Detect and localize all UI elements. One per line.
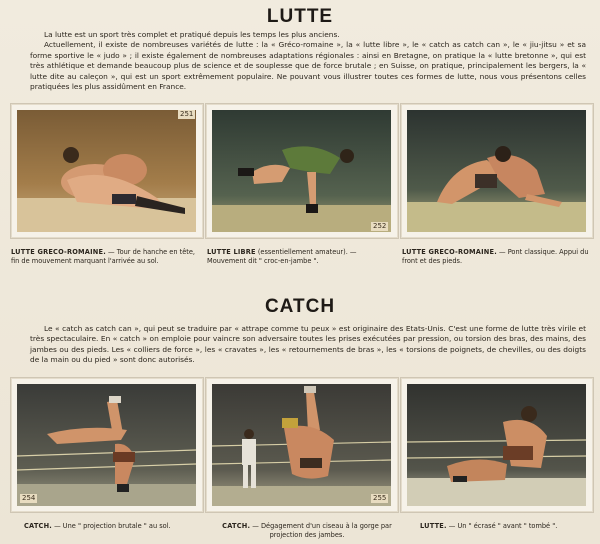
card-254-caption [24, 522, 204, 531]
card-253-caption [402, 248, 592, 266]
catch-intro-paragraph-1: Le « catch as catch can », qui peut se traduire par « attrape comme tu peux » est originaire des Etats-Unis. C'est une forme de lutte très virile et très spectaculaire. En « catch » on emploie pour vaincre son adversaire toutes les prises exécutées par pression, ou torsion des bras, des mains, des jambes ou des pieds. Les « colliers de force », les « cravates », les « retournements de bras », les « torsions de poignets, de chevilles, ou des doigts de la main ou du pied » sont donc autorisés. [30, 324, 586, 365]
lutte-title: LUTTE [266, 6, 334, 27]
card-251-caption-text: — Tour de hanche en tête, fin de mouvement marquant l'arrivée au sol. [11, 248, 196, 265]
card-254-photo [17, 384, 196, 506]
card-255-caption [218, 522, 396, 540]
card-254-caption-title: CATCH. [24, 522, 52, 530]
card-256-caption [420, 522, 590, 531]
card-252-caption-title: LUTTE LIBRE [207, 248, 256, 256]
catch-intro [30, 324, 586, 366]
card-255-photo [212, 384, 391, 506]
card-251-caption-title: LUTTE GRECO-ROMAINE. [11, 248, 106, 256]
lutte-intro-paragraph-2: Actuellement, il existe de nombreuses variétés de lutte : la « Gréco-romaine », la « lutte libre », le « catch as catch can », le « jiu-jitsu » et sa forme sportive le « judo » ; il existe également de nombreuses adaptations régionales : ainsi en Bretagne, on pratique la « lutte bretonne », qui est très athlétique et demande beaucoup plus de science et de souplesse que de force brutale ; en Suisse, on pratique, principalement les bergers, la « lutte dite au caleçon », qui est un sport extrêmement populaire. Ne pouvant vous illustrer toutes ces formes de lutte, nous vous présentons celles pratiquées les plus assidûment en France. [30, 40, 586, 92]
card-252-number: 252 [373, 222, 387, 230]
card-256-caption-title: LUTTE. [420, 522, 447, 530]
card-255-caption-title: CATCH. [222, 522, 251, 530]
card-253-caption-title: LUTTE GRECO-ROMAINE. [402, 248, 497, 256]
card-251-photo [17, 110, 196, 232]
card-251-number: 251 [180, 110, 194, 118]
lutte-intro [30, 30, 586, 92]
card-252-photo [212, 110, 391, 232]
lutte-intro-paragraph-1: La lutte est un sport très complet et pratiqué depuis les temps les plus anciens. [44, 30, 340, 39]
card-256-photo [407, 384, 586, 506]
card-252-caption [207, 248, 397, 266]
card-253-caption-text: — Pont classique. Appui du front et des pieds. [402, 248, 589, 265]
catch-title: CATCH [264, 296, 336, 317]
card-256-caption-text: — Un " écrasé " avant " tombé ". [446, 522, 558, 530]
card-255-caption-text: — Dégagement d'un ciseau à la gorge par projection des jambes. [250, 522, 392, 539]
card-254-caption-text: — Une " projection brutale " au sol. [52, 522, 171, 530]
card-251-caption [11, 248, 201, 266]
card-253-photo [407, 110, 586, 232]
card-254-number: 254 [22, 494, 36, 502]
card-255-number: 255 [373, 494, 387, 502]
card-252-caption-text: (essentiellement amateur). — Mouvement dit " croc-en-jambe ". [207, 248, 357, 265]
